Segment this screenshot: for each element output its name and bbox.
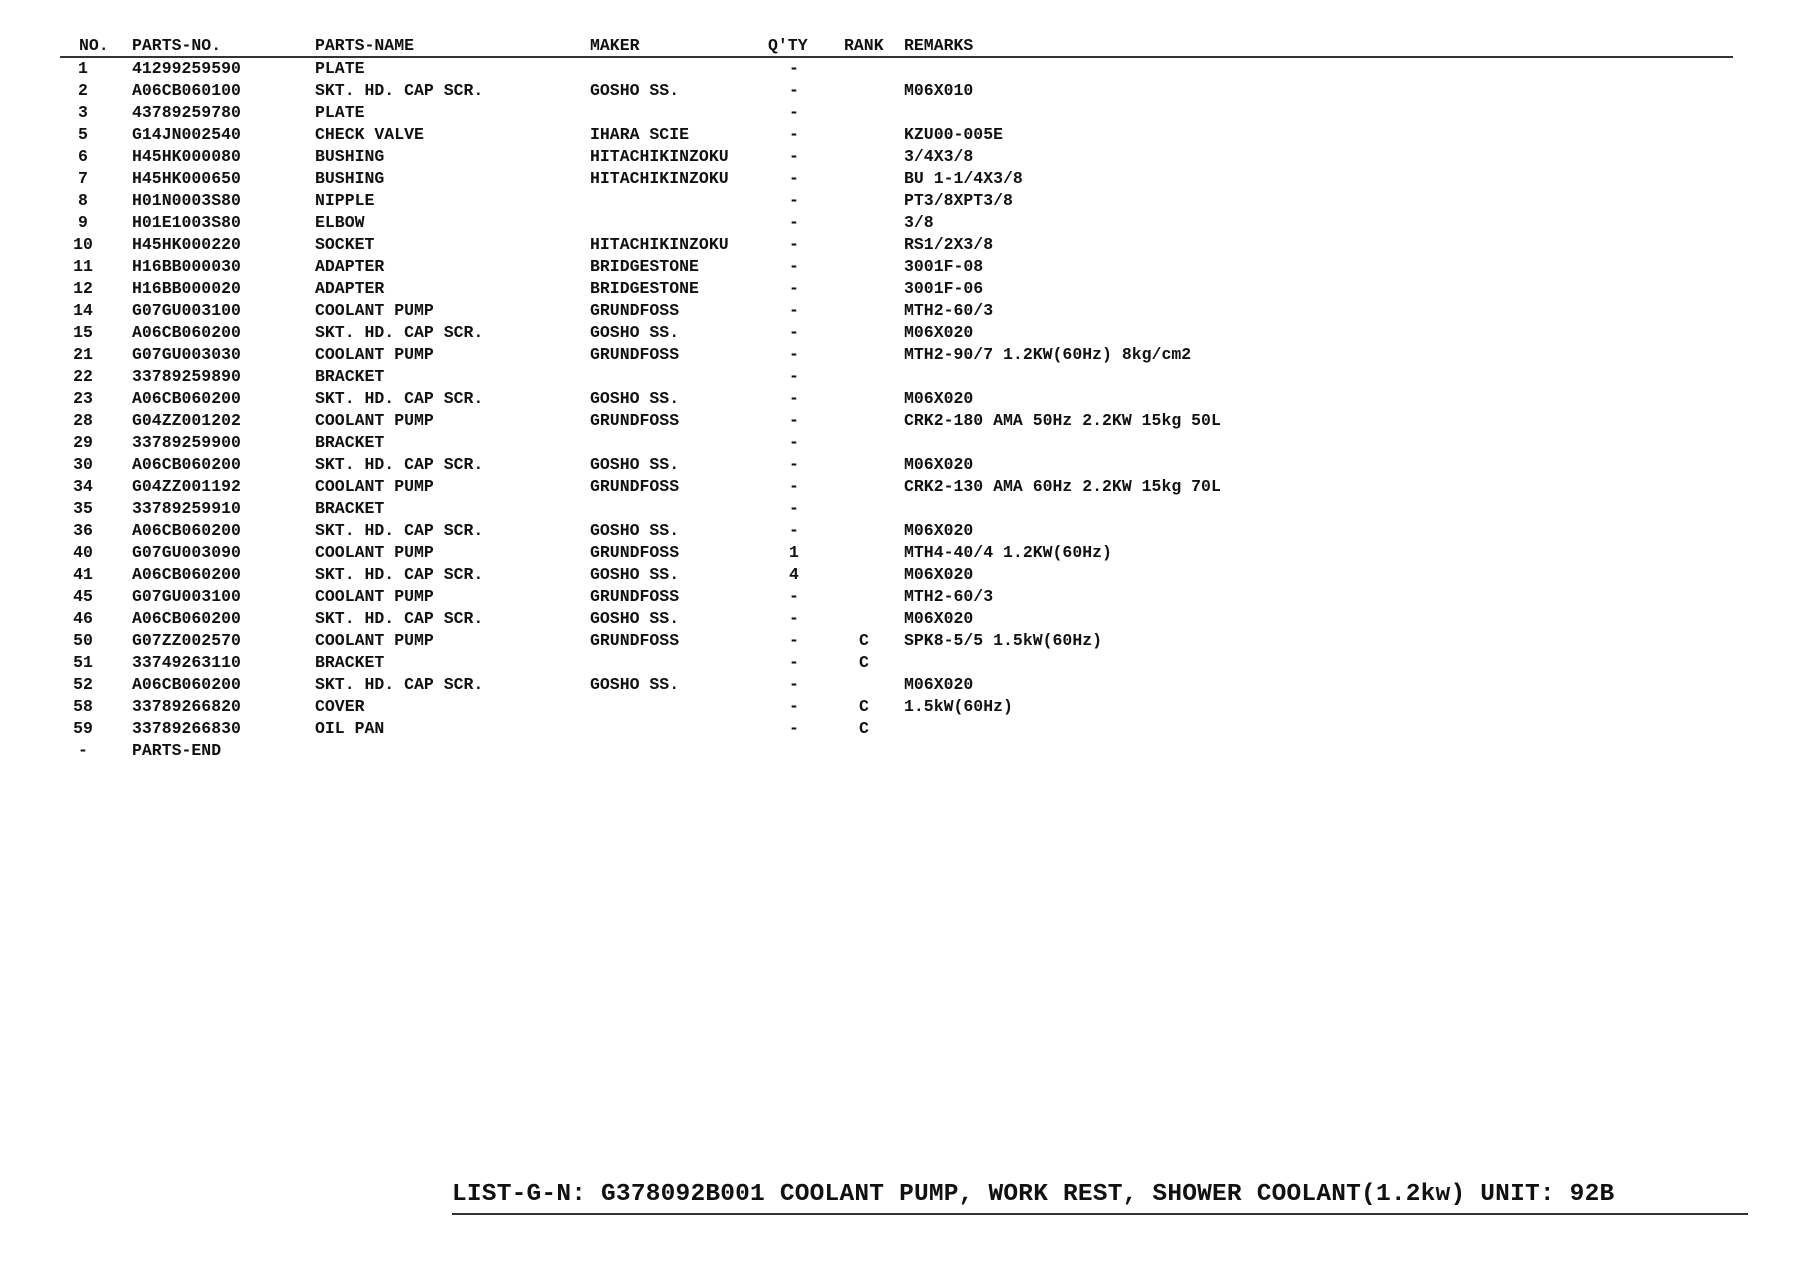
cell-qty (768, 740, 844, 762)
cell-no: 5 (78, 125, 88, 144)
cell-qty: - (789, 59, 799, 78)
table-row (60, 520, 1733, 542)
cell-qty: - (789, 169, 799, 188)
table-row (60, 300, 1733, 322)
cell-rank (844, 57, 904, 80)
cell-rank (844, 586, 904, 608)
cell-remarks: CRK2-130 AMA 60Hz 2.2KW 15kg 70L (904, 477, 1221, 496)
table-row (60, 168, 1733, 190)
cell-qty: - (789, 433, 799, 452)
cell-parts-name: NIPPLE (315, 191, 375, 210)
cell-no: 52 (73, 675, 93, 694)
table-row (60, 498, 1733, 520)
cell-parts-no: 33789259890 (132, 367, 241, 386)
cell-no: 15 (73, 323, 93, 342)
header-no: NO. (60, 36, 132, 57)
cell-remarks: 3001F-08 (904, 257, 984, 276)
cell-maker (590, 190, 768, 212)
cell-parts-no: H01N0003S80 (132, 191, 241, 210)
cell-maker: GRUNDFOSS (590, 587, 680, 606)
cell-qty: - (789, 653, 799, 672)
cell-qty: - (789, 411, 799, 430)
header-row (60, 36, 1733, 57)
table-row (60, 432, 1733, 454)
cell-parts-no: A06CB060200 (132, 565, 241, 584)
cell-rank (844, 498, 904, 520)
cell-remarks: MTH2-90/7 1.2KW(60Hz) 8kg/cm2 (904, 345, 1192, 364)
cell-maker: GOSHO SS. (590, 521, 680, 540)
parts-table-body (60, 57, 1733, 762)
table-row (60, 102, 1733, 124)
cell-parts-name: COOLANT PUMP (315, 411, 434, 430)
table-row (60, 718, 1733, 740)
cell-qty: - (789, 631, 799, 650)
cell-qty: 1 (789, 543, 799, 562)
cell-maker (590, 366, 768, 388)
cell-parts-name: ADAPTER (315, 279, 385, 298)
cell-qty: - (789, 455, 799, 474)
cell-remarks: 3/8 (904, 213, 934, 232)
cell-rank (844, 542, 904, 564)
cell-maker (590, 718, 768, 740)
cell-rank (844, 608, 904, 630)
cell-remarks: SPK8-5/5 1.5kW(60Hz) (904, 631, 1103, 650)
header-parts-name: PARTS-NAME (315, 36, 590, 57)
cell-rank (844, 146, 904, 168)
cell-maker: GRUNDFOSS (590, 301, 680, 320)
cell-parts-name: SKT. HD. CAP SCR. (315, 521, 484, 540)
cell-maker (590, 696, 768, 718)
cell-parts-no: A06CB060200 (132, 455, 241, 474)
cell-maker: GOSHO SS. (590, 609, 680, 628)
cell-parts-no: 33789259910 (132, 499, 241, 518)
cell-parts-no: 33749263110 (132, 653, 241, 672)
cell-no: 10 (73, 235, 93, 254)
cell-qty: - (789, 499, 799, 518)
cell-qty: - (789, 587, 799, 606)
cell-parts-name: SKT. HD. CAP SCR. (315, 455, 484, 474)
cell-rank: C (859, 697, 869, 716)
cell-parts-no: G07GU003100 (132, 301, 241, 320)
cell-parts-name: COVER (315, 697, 365, 716)
cell-rank: C (859, 631, 869, 650)
cell-maker: GOSHO SS. (590, 565, 680, 584)
cell-rank (844, 124, 904, 146)
parts-table (60, 36, 1733, 762)
table-row (60, 454, 1733, 476)
cell-parts-no: G14JN002540 (132, 125, 241, 144)
cell-no: 58 (73, 697, 93, 716)
cell-qty: - (789, 213, 799, 232)
cell-parts-no: PARTS-END (132, 741, 222, 760)
cell-parts-no: G07ZZ002570 (132, 631, 241, 650)
cell-parts-name: SKT. HD. CAP SCR. (315, 323, 484, 342)
cell-remarks: M06X020 (904, 455, 974, 474)
cell-rank (844, 256, 904, 278)
table-row (60, 190, 1733, 212)
cell-qty: - (789, 477, 799, 496)
cell-no: 6 (78, 147, 88, 166)
cell-remarks (904, 102, 1733, 124)
cell-remarks: MTH2-60/3 (904, 301, 994, 320)
cell-parts-no: A06CB060200 (132, 675, 241, 694)
cell-remarks: BU 1-1/4X3/8 (904, 169, 1023, 188)
cell-rank (844, 520, 904, 542)
cell-remarks: 3001F-06 (904, 279, 984, 298)
cell-parts-name: SKT. HD. CAP SCR. (315, 565, 484, 584)
table-row (60, 564, 1733, 586)
cell-remarks: 1.5kW(60Hz) (904, 697, 1013, 716)
cell-remarks: MTH2-60/3 (904, 587, 994, 606)
cell-parts-name: BRACKET (315, 499, 385, 518)
cell-rank (844, 344, 904, 366)
cell-remarks (904, 366, 1733, 388)
cell-maker: HITACHIKINZOKU (590, 147, 729, 166)
cell-maker: GRUNDFOSS (590, 477, 680, 496)
cell-parts-no: 33789266830 (132, 719, 241, 738)
cell-no: 11 (73, 257, 93, 276)
cell-qty: - (789, 609, 799, 628)
table-row (60, 652, 1733, 674)
cell-qty: - (789, 697, 799, 716)
cell-maker (590, 212, 768, 234)
cell-maker: GOSHO SS. (590, 455, 680, 474)
cell-maker: GRUNDFOSS (590, 345, 680, 364)
cell-rank (844, 388, 904, 410)
cell-parts-name: COOLANT PUMP (315, 631, 434, 650)
cell-qty: - (789, 191, 799, 210)
cell-rank (844, 190, 904, 212)
cell-maker (590, 102, 768, 124)
cell-parts-no: H45HK000080 (132, 147, 241, 166)
cell-maker (590, 652, 768, 674)
table-row (60, 344, 1733, 366)
table-row (60, 366, 1733, 388)
table-row (60, 542, 1733, 564)
parts-table-header (60, 36, 1733, 57)
table-row (60, 256, 1733, 278)
cell-remarks: MTH4-40/4 1.2KW(60Hz) (904, 543, 1112, 562)
cell-parts-name: BRACKET (315, 433, 385, 452)
cell-parts-name: BRACKET (315, 367, 385, 386)
cell-remarks: M06X020 (904, 609, 974, 628)
cell-maker (590, 498, 768, 520)
cell-no: 1 (78, 59, 88, 78)
table-row (60, 124, 1733, 146)
cell-parts-name: PLATE (315, 103, 365, 122)
cell-parts-name: ADAPTER (315, 257, 385, 276)
cell-no: 2 (78, 81, 88, 100)
cell-no: 59 (73, 719, 93, 738)
table-row (60, 388, 1733, 410)
table-row (60, 212, 1733, 234)
cell-qty: - (789, 147, 799, 166)
cell-rank (844, 212, 904, 234)
cell-no: 9 (78, 213, 88, 232)
cell-parts-name: SKT. HD. CAP SCR. (315, 609, 484, 628)
cell-parts-no: A06CB060200 (132, 389, 241, 408)
cell-parts-no: 33789266820 (132, 697, 241, 716)
cell-parts-no: A06CB060100 (132, 81, 241, 100)
cell-rank (844, 80, 904, 102)
cell-parts-no: 43789259780 (132, 103, 241, 122)
list-footer-title: LIST-G-N: G378092B001 COOLANT PUMP, WORK REST, SHOWER COOLANT(1.2kw) UNIT: 92B (452, 1178, 1748, 1215)
table-row (60, 696, 1733, 718)
cell-qty: - (789, 675, 799, 694)
cell-remarks (904, 432, 1733, 454)
cell-no: 28 (73, 411, 93, 430)
table-row (60, 278, 1733, 300)
cell-no: - (78, 741, 88, 760)
cell-remarks: KZU00-005E (904, 125, 1004, 144)
cell-maker (590, 432, 768, 454)
cell-parts-no: H45HK000220 (132, 235, 241, 254)
cell-parts-name: ELBOW (315, 213, 365, 232)
cell-parts-no: 33789259900 (132, 433, 241, 452)
cell-parts-no: 41299259590 (132, 59, 241, 78)
cell-parts-no: A06CB060200 (132, 521, 241, 540)
cell-no: 23 (73, 389, 93, 408)
cell-parts-no: H45HK000650 (132, 169, 241, 188)
cell-no: 7 (78, 169, 88, 188)
header-remarks: REMARKS (904, 36, 1733, 57)
cell-remarks: M06X020 (904, 389, 974, 408)
cell-maker: GOSHO SS. (590, 81, 680, 100)
cell-remarks: PT3/8XPT3/8 (904, 191, 1013, 210)
cell-no: 46 (73, 609, 93, 628)
cell-no: 50 (73, 631, 93, 650)
cell-parts-no: G04ZZ001202 (132, 411, 241, 430)
cell-rank (844, 740, 904, 762)
cell-parts-name: SOCKET (315, 235, 375, 254)
cell-parts-name: SKT. HD. CAP SCR. (315, 675, 484, 694)
cell-remarks: RS1/2X3/8 (904, 235, 994, 254)
cell-qty: - (789, 81, 799, 100)
cell-no: 34 (73, 477, 93, 496)
cell-rank (844, 366, 904, 388)
cell-parts-name (315, 740, 590, 762)
cell-maker: BRIDGESTONE (590, 279, 699, 298)
cell-maker: HITACHIKINZOKU (590, 235, 729, 254)
cell-no: 14 (73, 301, 93, 320)
cell-no: 35 (73, 499, 93, 518)
cell-qty: 4 (789, 565, 799, 584)
cell-no: 12 (73, 279, 93, 298)
cell-remarks: M06X020 (904, 565, 974, 584)
table-row (60, 80, 1733, 102)
cell-parts-name: COOLANT PUMP (315, 477, 434, 496)
cell-maker: HITACHIKINZOKU (590, 169, 729, 188)
cell-rank (844, 322, 904, 344)
cell-remarks (904, 740, 1733, 762)
cell-remarks: M06X020 (904, 675, 974, 694)
cell-remarks (904, 718, 1733, 740)
cell-maker: GRUNDFOSS (590, 411, 680, 430)
cell-no: 45 (73, 587, 93, 606)
cell-rank (844, 476, 904, 498)
header-parts-no: PARTS-NO. (132, 36, 315, 57)
cell-remarks (904, 498, 1733, 520)
cell-maker: IHARA SCIE (590, 125, 690, 144)
table-row (60, 586, 1733, 608)
cell-parts-name: CHECK VALVE (315, 125, 424, 144)
cell-parts-name: COOLANT PUMP (315, 345, 434, 364)
cell-rank (844, 564, 904, 586)
cell-remarks: CRK2-180 AMA 50Hz 2.2KW 15kg 50L (904, 411, 1221, 430)
cell-no: 40 (73, 543, 93, 562)
cell-remarks (904, 57, 1733, 80)
cell-parts-name: PLATE (315, 59, 365, 78)
table-row (60, 146, 1733, 168)
cell-maker (590, 740, 768, 762)
cell-parts-no: H16BB000020 (132, 279, 241, 298)
cell-maker: GRUNDFOSS (590, 631, 680, 650)
cell-no: 8 (78, 191, 88, 210)
cell-no: 36 (73, 521, 93, 540)
cell-parts-name: SKT. HD. CAP SCR. (315, 389, 484, 408)
cell-rank (844, 234, 904, 256)
cell-no: 22 (73, 367, 93, 386)
cell-rank: C (859, 653, 869, 672)
table-row (60, 234, 1733, 256)
cell-parts-no: G07GU003090 (132, 543, 241, 562)
cell-qty: - (789, 345, 799, 364)
cell-qty: - (789, 367, 799, 386)
cell-qty: - (789, 719, 799, 738)
cell-rank (844, 102, 904, 124)
cell-parts-no: H16BB000030 (132, 257, 241, 276)
cell-qty: - (789, 279, 799, 298)
cell-rank (844, 454, 904, 476)
parts-list-sheet (60, 36, 1733, 762)
cell-remarks: M06X020 (904, 323, 974, 342)
header-rank: RANK (844, 36, 904, 57)
cell-rank (844, 410, 904, 432)
cell-parts-name: COOLANT PUMP (315, 543, 434, 562)
cell-parts-name: SKT. HD. CAP SCR. (315, 81, 484, 100)
cell-parts-no: G04ZZ001192 (132, 477, 241, 496)
cell-no: 29 (73, 433, 93, 452)
cell-qty: - (789, 125, 799, 144)
cell-no: 51 (73, 653, 93, 672)
cell-qty: - (789, 521, 799, 540)
cell-rank (844, 674, 904, 696)
cell-rank (844, 168, 904, 190)
cell-qty: - (789, 301, 799, 320)
cell-no: 21 (73, 345, 93, 364)
cell-parts-no: A06CB060200 (132, 323, 241, 342)
table-row (60, 674, 1733, 696)
cell-rank (844, 432, 904, 454)
cell-parts-name: COOLANT PUMP (315, 587, 434, 606)
cell-maker: BRIDGESTONE (590, 257, 699, 276)
table-row (60, 740, 1733, 762)
table-row (60, 608, 1733, 630)
cell-qty: - (789, 235, 799, 254)
cell-no: 41 (73, 565, 93, 584)
cell-qty: - (789, 389, 799, 408)
cell-rank: C (859, 719, 869, 738)
cell-maker: GOSHO SS. (590, 675, 680, 694)
cell-remarks: M06X020 (904, 521, 974, 540)
table-row (60, 57, 1733, 80)
cell-qty: - (789, 103, 799, 122)
cell-parts-name: COOLANT PUMP (315, 301, 434, 320)
cell-qty: - (789, 257, 799, 276)
cell-no: 3 (78, 103, 88, 122)
cell-parts-no: H01E1003S80 (132, 213, 241, 232)
cell-parts-name: OIL PAN (315, 719, 385, 738)
cell-parts-name: BUSHING (315, 147, 385, 166)
cell-qty: - (789, 323, 799, 342)
cell-maker (590, 57, 768, 80)
table-row (60, 322, 1733, 344)
table-row (60, 476, 1733, 498)
header-maker: MAKER (590, 36, 768, 57)
cell-parts-no: G07GU003030 (132, 345, 241, 364)
cell-parts-name: BRACKET (315, 653, 385, 672)
cell-remarks: 3/4X3/8 (904, 147, 974, 166)
cell-maker: GOSHO SS. (590, 389, 680, 408)
cell-rank (844, 300, 904, 322)
cell-maker: GRUNDFOSS (590, 543, 680, 562)
table-row (60, 630, 1733, 652)
cell-maker: GOSHO SS. (590, 323, 680, 342)
cell-parts-no: G07GU003100 (132, 587, 241, 606)
cell-remarks: M06X010 (904, 81, 974, 100)
cell-rank (844, 278, 904, 300)
cell-remarks (904, 652, 1733, 674)
cell-no: 30 (73, 455, 93, 474)
cell-parts-no: A06CB060200 (132, 609, 241, 628)
cell-parts-name: BUSHING (315, 169, 385, 188)
table-row (60, 410, 1733, 432)
header-qty: Q'TY (768, 36, 844, 57)
